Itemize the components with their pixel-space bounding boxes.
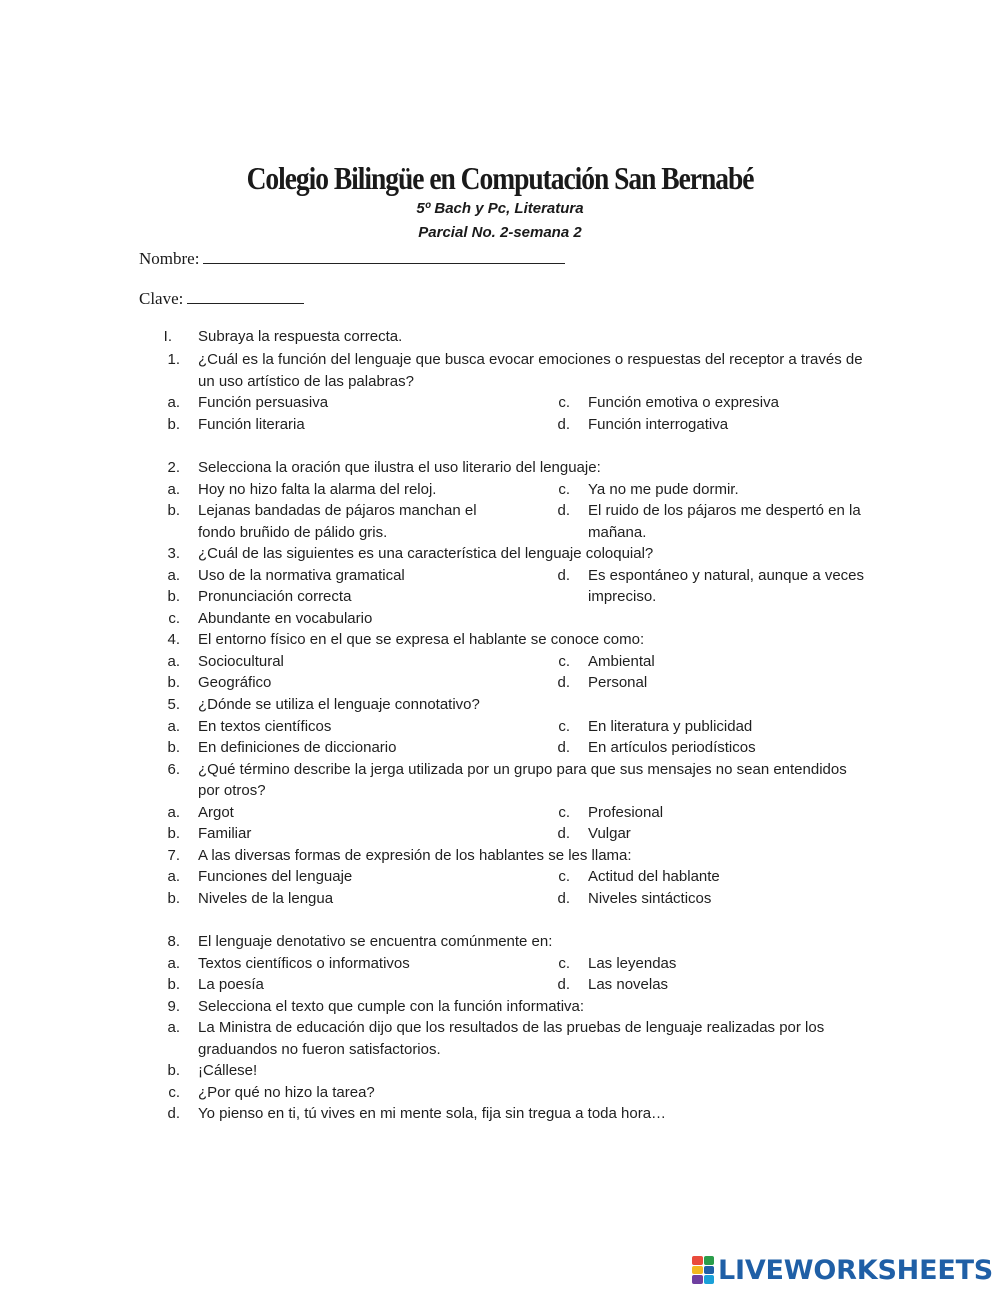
option-text[interactable]: La poesía bbox=[198, 976, 264, 993]
course-subtitle: 5º Bach y Pc, Literatura bbox=[416, 200, 584, 217]
option-text[interactable]: ¿Por qué no hizo la tarea? bbox=[198, 1084, 375, 1101]
option-text[interactable]: Familiar bbox=[198, 825, 252, 842]
option-letter: b. bbox=[167, 976, 180, 993]
option-letter: b. bbox=[167, 825, 180, 842]
question-text: A las diversas formas de expresión de los hablantes se les llama: bbox=[198, 847, 632, 864]
question-text: El entorno físico en el que se expresa el hablante se conoce como: bbox=[198, 631, 645, 648]
option-text[interactable]: Vulgar bbox=[588, 825, 631, 842]
option-letter: d. bbox=[557, 739, 570, 756]
question-text: ¿Qué término describe la jerga utilizada por un grupo para que sus mensajes no sean entendidos bbox=[198, 761, 847, 778]
option-letter: d. bbox=[557, 976, 570, 993]
option-text[interactable]: Ambiental bbox=[588, 653, 655, 670]
option-letter: c. bbox=[558, 718, 570, 735]
option-text[interactable]: Es espontáneo y natural, aunque a veces bbox=[588, 567, 865, 584]
option-letter: d. bbox=[167, 1105, 180, 1122]
question-number: 7. bbox=[167, 847, 180, 864]
option-text[interactable]: Ya no me pude dormir. bbox=[588, 481, 739, 498]
question-number: 9. bbox=[167, 998, 180, 1015]
option-letter: d. bbox=[557, 502, 570, 519]
liveworksheets-logo[interactable] bbox=[692, 1253, 993, 1287]
option-text[interactable]: Uso de la normativa gramatical bbox=[198, 567, 405, 584]
option-text[interactable]: Abundante en vocabulario bbox=[198, 610, 373, 627]
school-title: Colegio Bilingüe en Computación San Bernabé bbox=[246, 160, 754, 196]
question-text: ¿Cuál de las siguientes es una característica del lenguaje coloquial? bbox=[198, 545, 654, 562]
option-text[interactable]: Personal bbox=[588, 674, 648, 691]
section-instruction: Subraya la respuesta correcta. bbox=[198, 328, 403, 345]
option-text[interactable]: En definiciones de diccionario bbox=[198, 739, 397, 756]
option-letter: c. bbox=[558, 955, 570, 972]
option-letter: a. bbox=[167, 1019, 180, 1036]
option-text[interactable]: Yo pienso en ti, tú vives en mi mente sola, fija sin tregua a toda hora… bbox=[198, 1105, 667, 1122]
question-text: Selecciona la oración que ilustra el uso literario del lenguaje: bbox=[198, 459, 601, 476]
option-letter: a. bbox=[167, 567, 180, 584]
option-text[interactable]: Funciones del lenguaje bbox=[198, 868, 353, 885]
option-text[interactable]: impreciso. bbox=[588, 588, 657, 605]
question-text: ¿Cuál es la función del lenguaje que busca evocar emociones o respuestas del receptor a través de bbox=[198, 351, 863, 368]
option-letter: c. bbox=[558, 394, 570, 411]
option-text[interactable]: graduandos no fueron satisfactorios. bbox=[198, 1041, 441, 1058]
option-letter: b. bbox=[167, 416, 180, 433]
option-text[interactable]: Función literaria bbox=[198, 416, 305, 433]
option-text[interactable]: Actitud del hablante bbox=[588, 868, 720, 885]
question-text: por otros? bbox=[198, 782, 266, 799]
option-letter: b. bbox=[167, 588, 180, 605]
option-letter: d. bbox=[557, 674, 570, 691]
question-text: un uso artístico de las palabras? bbox=[198, 373, 414, 390]
option-text[interactable]: Profesional bbox=[588, 804, 664, 821]
option-letter: c. bbox=[558, 653, 570, 670]
option-letter: c. bbox=[168, 1084, 180, 1101]
name-blank[interactable] bbox=[203, 247, 565, 264]
option-letter: a. bbox=[167, 394, 180, 411]
section-number: I. bbox=[163, 328, 172, 345]
question-number: 5. bbox=[167, 696, 180, 713]
question-number: 3. bbox=[167, 545, 180, 562]
question-number: 6. bbox=[167, 761, 180, 778]
option-text[interactable]: Lejanas bandadas de pájaros manchan el bbox=[198, 502, 477, 519]
option-text[interactable]: El ruido de los pájaros me despertó en la bbox=[588, 502, 861, 519]
option-text[interactable]: Función emotiva o expresiva bbox=[588, 394, 779, 411]
question-number: 1. bbox=[167, 351, 180, 368]
option-text[interactable]: Sociocultural bbox=[198, 653, 284, 670]
option-text[interactable]: Pronunciación correcta bbox=[198, 588, 352, 605]
option-text[interactable]: Niveles sintácticos bbox=[588, 890, 712, 907]
option-letter: a. bbox=[167, 718, 180, 735]
question-text: El lenguaje denotativo se encuentra comúnmente en: bbox=[198, 933, 553, 950]
logo-blocks-icon bbox=[692, 1256, 714, 1284]
name-label: Nombre: bbox=[139, 249, 200, 268]
option-letter: d. bbox=[557, 825, 570, 842]
option-text[interactable]: Geográfico bbox=[198, 674, 272, 691]
key-field bbox=[139, 287, 304, 310]
question-number: 2. bbox=[167, 459, 180, 476]
question-number: 4. bbox=[167, 631, 180, 648]
option-text[interactable]: Textos científicos o informativos bbox=[198, 955, 410, 972]
option-letter: a. bbox=[167, 804, 180, 821]
option-letter: b. bbox=[167, 1062, 180, 1079]
option-text[interactable]: En artículos periodísticos bbox=[588, 739, 756, 756]
option-text[interactable]: fondo bruñido de pálido gris. bbox=[198, 524, 388, 541]
option-letter: d. bbox=[557, 567, 570, 584]
option-text[interactable]: Niveles de la lengua bbox=[198, 890, 334, 907]
option-letter: c. bbox=[558, 804, 570, 821]
option-text[interactable]: Hoy no hizo falta la alarma del reloj. bbox=[198, 481, 437, 498]
option-text[interactable]: Argot bbox=[198, 804, 234, 821]
option-letter: d. bbox=[557, 416, 570, 433]
option-text[interactable]: Las leyendas bbox=[588, 955, 677, 972]
option-text[interactable]: Función interrogativa bbox=[588, 416, 729, 433]
option-text[interactable]: Las novelas bbox=[588, 976, 669, 993]
key-label: Clave: bbox=[139, 289, 184, 308]
logo-text: LIVEWORKSHEETS bbox=[718, 1254, 994, 1286]
name-field bbox=[139, 247, 565, 270]
option-text[interactable]: mañana. bbox=[588, 524, 647, 541]
option-letter: b. bbox=[167, 739, 180, 756]
option-text[interactable]: La Ministra de educación dijo que los resultados de las pruebas de lenguaje realizadas por los bbox=[198, 1019, 825, 1036]
option-text[interactable]: ¡Cállese! bbox=[198, 1062, 258, 1079]
option-letter: c. bbox=[168, 610, 180, 627]
question-text: Selecciona el texto que cumple con la función informativa: bbox=[198, 998, 585, 1015]
option-letter: a. bbox=[167, 481, 180, 498]
option-letter: b. bbox=[167, 502, 180, 519]
option-letter: a. bbox=[167, 955, 180, 972]
question-text: ¿Dónde se utiliza el lenguaje connotativo? bbox=[198, 696, 480, 713]
option-letter: a. bbox=[167, 868, 180, 885]
option-letter: d. bbox=[557, 890, 570, 907]
option-letter: b. bbox=[167, 890, 180, 907]
exam-subtitle: Parcial No. 2-semana 2 bbox=[418, 224, 582, 241]
option-letter: c. bbox=[558, 481, 570, 498]
option-letter: b. bbox=[167, 674, 180, 691]
option-letter: c. bbox=[558, 868, 570, 885]
option-text[interactable]: En textos científicos bbox=[198, 718, 332, 735]
question-number: 8. bbox=[167, 933, 180, 950]
option-text[interactable]: Función persuasiva bbox=[198, 394, 329, 411]
option-text[interactable]: En literatura y publicidad bbox=[588, 718, 753, 735]
key-blank[interactable] bbox=[187, 287, 304, 304]
option-letter: a. bbox=[167, 653, 180, 670]
